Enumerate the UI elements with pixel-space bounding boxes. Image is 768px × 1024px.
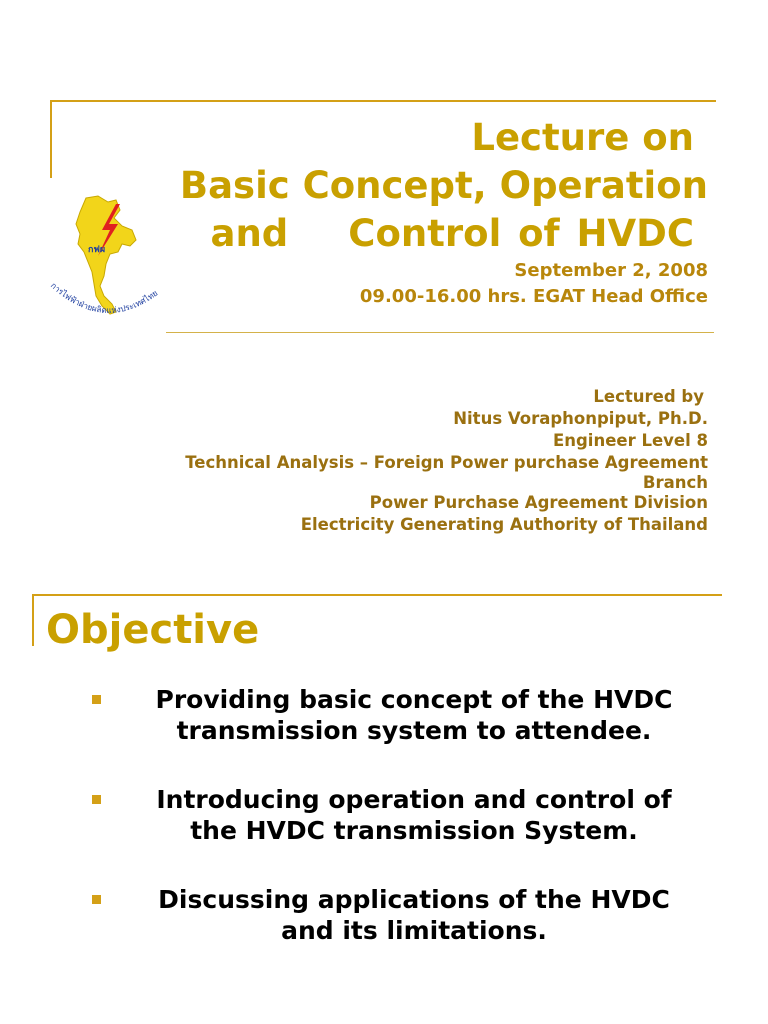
lecturer-line-2: Nitus Voraphonpiput, Ph.D. xyxy=(453,409,708,428)
frame-top-rule xyxy=(32,594,722,596)
title-line-1: Lecture on xyxy=(471,116,694,159)
lecturer-block xyxy=(68,386,708,536)
lecturer-line-4: Technical Analysis – Foreign Power purchase Agreement xyxy=(185,453,708,472)
bullet-3-line-1: Discussing applications of the HVDC xyxy=(158,885,670,914)
list-item xyxy=(90,884,710,946)
objective-heading: Objective xyxy=(46,607,260,653)
lecturer-line-5: Branch xyxy=(642,473,708,492)
logo-caption: การไฟฟ้าฝ่ายผลิตแห่งประเทศไทย xyxy=(48,280,160,316)
frame-left-rule xyxy=(50,100,52,178)
lecturer-line-6: Power Purchase Agreement Division xyxy=(369,493,708,512)
frame-top-rule xyxy=(50,100,716,102)
date-block xyxy=(360,258,708,310)
title-line-3a: and xyxy=(210,212,289,255)
logo-badge: กฟผ xyxy=(88,245,106,255)
title-line-2: Basic Concept, Operation xyxy=(179,164,708,207)
lecturer-line-3: Engineer Level 8 xyxy=(552,431,708,450)
bullet-1-line-2: transmission system to attendee. xyxy=(176,716,652,745)
square-bullet-icon xyxy=(92,695,101,704)
list-item xyxy=(90,684,710,746)
bullet-2-line-1: Introducing operation and control of xyxy=(156,785,672,814)
frame-left-rule xyxy=(32,594,34,646)
square-bullet-icon xyxy=(92,895,101,904)
square-bullet-icon xyxy=(92,795,101,804)
title-line-3 xyxy=(88,210,694,258)
lecture-time-place: 09.00-16.00 hrs. EGAT Head Office xyxy=(359,286,708,307)
lecturer-line-1: Lectured by xyxy=(593,387,704,406)
bullet-2-line-2: the HVDC transmission System. xyxy=(190,816,638,845)
title-line-3b: Control of HVDC xyxy=(348,212,694,255)
lecturer-line-7: Electricity Generating Authority of Thailand xyxy=(300,515,708,534)
objective-bullet-list xyxy=(90,684,710,984)
divider-rule xyxy=(166,332,714,333)
bullet-1-line-1: Providing basic concept of the HVDC xyxy=(155,685,673,714)
objective-slide xyxy=(0,580,768,1024)
lecture-date: September 2, 2008 xyxy=(514,260,708,281)
list-item xyxy=(90,784,710,846)
bullet-3-line-2: and its limitations. xyxy=(281,916,547,945)
slide-title xyxy=(88,114,708,258)
